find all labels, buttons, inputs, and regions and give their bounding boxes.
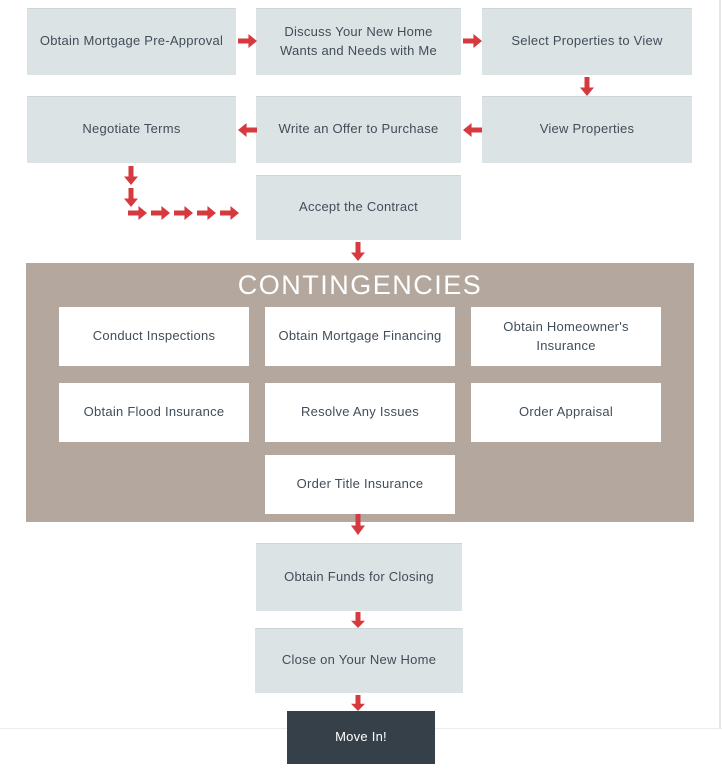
arrow-left-icon [238,123,257,137]
contingency-title-insurance [265,455,455,514]
contingency-label: Resolve Any Issues [301,404,419,420]
arrow-right-icon [238,34,257,48]
arrow-right-icon [463,34,482,48]
step-view-properties [482,96,692,163]
step-label: Accept the Contract [299,199,418,215]
arrow-right-icon [220,206,239,220]
step-obtain-funds [256,543,462,611]
step-label: Obtain Mortgage Pre-Approval [39,33,224,49]
contingency-label: Order Title Insurance [296,476,424,492]
step-select-properties [482,8,692,75]
step-write-offer [256,96,461,163]
arrow-left-icon [463,123,482,137]
contingencies-title: CONTINGENCIES [237,270,483,300]
step-close-on-home [255,628,463,693]
contingency-homeowners-insurance [471,307,661,366]
step-move-in [287,711,435,764]
contingency-label: Obtain Mortgage Financing [278,328,442,344]
step-accept-contract [256,175,461,240]
arrow-right-icon [197,206,216,220]
step-label: View Properties [539,121,635,137]
step-label: Discuss Your New Home Wants and Needs with Me [279,24,437,58]
step-label: Select Properties to View [511,33,663,49]
contingency-flood-insurance [59,383,249,442]
arrow-down-icon [124,166,138,185]
contingency-label: Conduct Inspections [92,328,216,344]
arrow-right-icon [174,206,193,220]
contingency-resolve-issues [265,383,455,442]
step-label: Write an Offer to Purchase [278,121,439,137]
arrow-down-icon [351,242,365,261]
step-label: Obtain Funds for Closing [284,568,434,584]
arrow-down-icon [580,77,594,96]
arrow-down-icon [351,514,365,535]
arrow-down-icon [351,695,365,711]
step-label: Negotiate Terms [82,121,181,137]
contingency-conduct-inspections [59,307,249,366]
step-label: Close on Your New Home [281,652,437,668]
step-label: Move In! [335,729,387,745]
step-negotiate-terms [27,96,236,163]
contingency-order-appraisal [471,383,661,442]
step-discuss-wants-needs [256,8,461,75]
contingency-label: Obtain Flood Insurance [83,404,225,420]
contingency-label: Order Appraisal [518,404,614,420]
arrow-right-icon [128,206,147,220]
arrow-down-icon [124,188,138,207]
step-obtain-mortgage-preapproval [27,8,236,75]
right-edge-hairline [719,0,721,729]
arrow-down-icon [351,612,365,628]
contingency-label: Obtain Homeowner's Insurance [503,319,629,353]
contingencies-section [26,263,694,522]
arrow-right-icon [151,206,170,220]
contingency-mortgage-financing [265,307,455,366]
